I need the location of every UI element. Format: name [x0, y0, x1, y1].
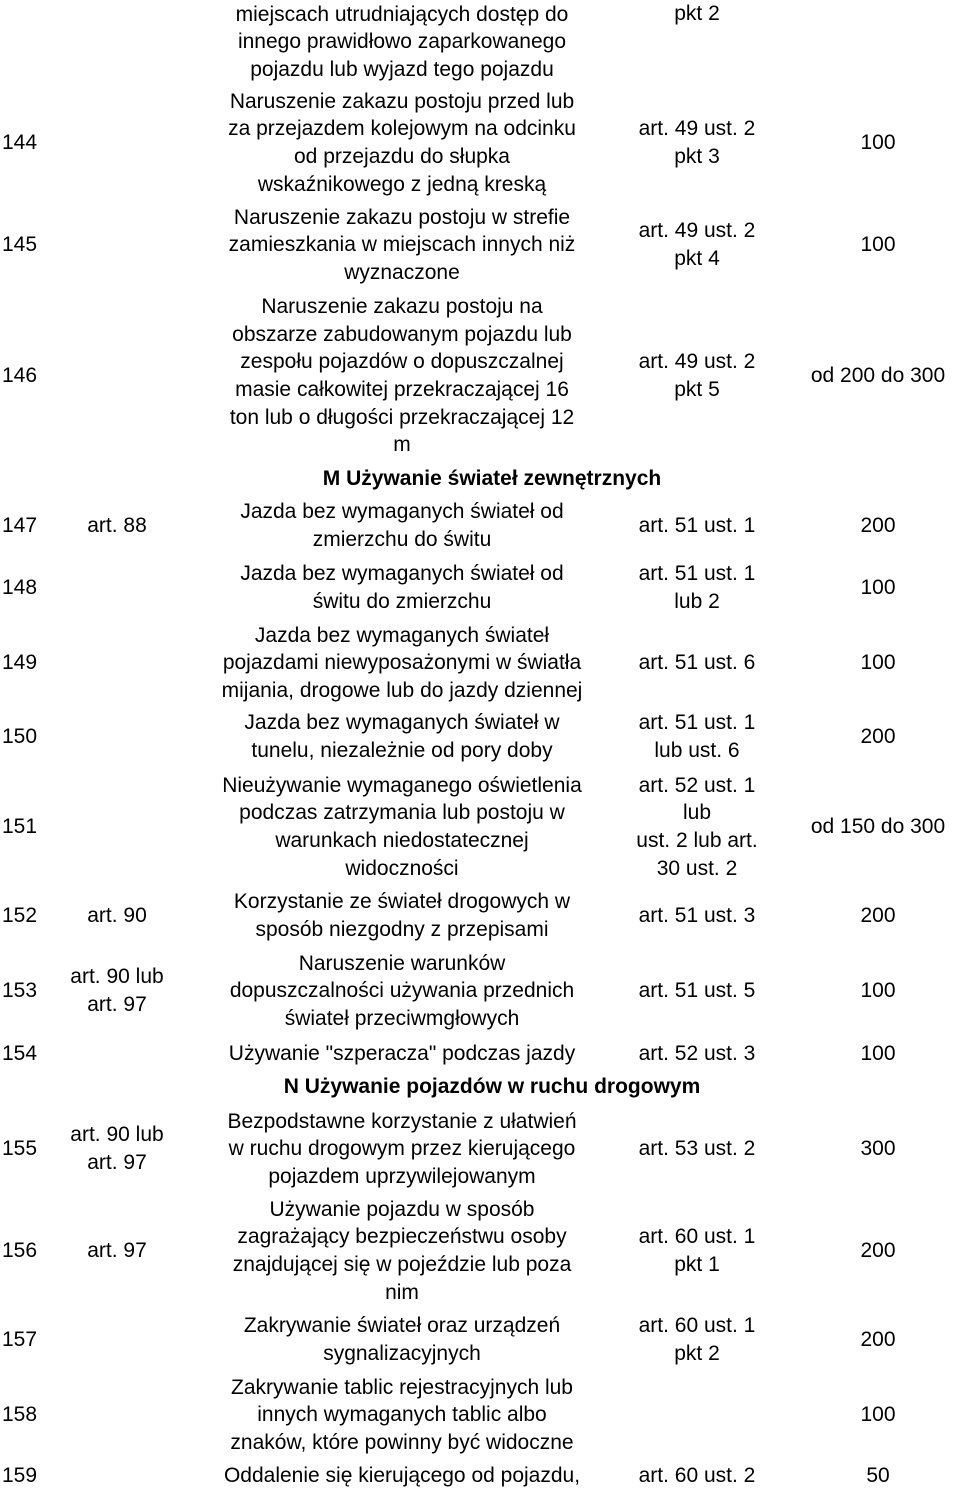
row-reference — [62, 771, 172, 883]
row-reference — [62, 87, 172, 199]
row-number: 159 — [2, 1464, 38, 1488]
table-row-fragment — [0, 0, 960, 84]
row-fine: 100 — [860, 979, 896, 1003]
row-description: Naruszenie zakazu postoju na obszarze zabudowanym pojazdu lub zespołu pojazdów o dopuszczalnej masie całkowitej przekraczającej 16 ton lub o długości przekraczającej 12 m — [229, 295, 575, 457]
table-row — [0, 1039, 960, 1069]
row-description: Bezpodstawne korzystanie z ułatwień w ruchu drogowym przez kierującego pojazdem uprzywilejowanym — [227, 1109, 577, 1188]
row-legal-basis: art. 49 ust. 2 pkt 5 — [638, 350, 756, 401]
table-row — [0, 560, 960, 616]
row-reference: art. 90 lub art. 97 — [70, 965, 164, 1016]
row-number: 154 — [2, 1042, 38, 1066]
row-fine: 50 — [866, 1464, 890, 1488]
row-reference: art. 90 lub art. 97 — [70, 1123, 164, 1174]
row-number: 157 — [2, 1328, 38, 1352]
row-legal-basis: art. 51 ust. 1 lub ust. 6 — [638, 711, 756, 762]
row-fine: 100 — [860, 131, 896, 155]
row-number: 153 — [2, 979, 38, 1003]
row-legal-basis: art. 52 ust. 3 — [638, 1042, 756, 1066]
row-legal-basis: art. 60 ust. 1 pkt 1 — [638, 1225, 756, 1276]
row-legal-basis: art. 51 ust. 1 — [638, 514, 756, 538]
row-fine: 100 — [860, 576, 896, 600]
row-description: Nieużywanie wymaganego oświetlenia podczas zatrzymania lub postoju w warunkach niedostatecznej widoczności — [222, 773, 582, 880]
row-fine: 200 — [860, 1328, 896, 1352]
table-row — [0, 87, 960, 199]
table-row — [0, 1107, 960, 1191]
row-fine: 200 — [860, 904, 896, 928]
row-legal-basis: art. 51 ust. 1 lub 2 — [638, 562, 756, 613]
section-heading-n: N Używanie pojazdów w ruchu drogowym — [283, 1075, 701, 1098]
row-reference — [62, 1461, 172, 1491]
table-row — [0, 621, 960, 705]
row-reference — [62, 1373, 172, 1457]
row-number: 147 — [2, 514, 38, 538]
row-reference: art. 90 — [87, 904, 147, 928]
row-legal-basis: art. 49 ust. 2 pkt 3 — [638, 117, 756, 168]
row-reference: art. 97 — [87, 1239, 147, 1263]
row-legal-basis — [612, 1373, 782, 1457]
row-description: Naruszenie zakazu postoju przed lub za przejazdem kolejowym na odcinku od przejazdu do słupka wskaźnikowego z jedną kreską — [228, 89, 576, 196]
row-legal-basis: art. 51 ust. 5 — [638, 979, 756, 1003]
row-description: miejscach utrudniających dostęp do innego prawidłowo zaparkowanego pojazdu lub wyjazd tego pojazdu — [235, 2, 569, 81]
row-fine: 300 — [860, 1137, 896, 1161]
row-fine: 200 — [860, 514, 896, 538]
row-number: 158 — [2, 1403, 38, 1427]
row-description: Jazda bez wymaganych świateł pojazdami niewyposażonymi w światła mijania, drogowe lub do jazdy dziennej — [221, 623, 583, 702]
table-row — [0, 1373, 960, 1457]
row-description: Korzystanie ze świateł drogowych w sposób niezgodny z przepisami — [233, 890, 571, 941]
row-fine: 100 — [860, 1403, 896, 1427]
row-number: 155 — [2, 1137, 38, 1161]
row-reference — [62, 292, 172, 460]
row-reference — [62, 1039, 172, 1069]
row-number: 152 — [2, 904, 38, 928]
table-row — [0, 498, 960, 554]
row-reference — [62, 560, 172, 616]
row-reference — [62, 1312, 172, 1368]
table-row — [0, 1461, 960, 1491]
table-row — [0, 771, 960, 883]
table-row — [0, 1312, 960, 1368]
row-legal-basis: art. 49 ust. 2 pkt 4 — [638, 219, 756, 270]
row-number: 151 — [2, 815, 38, 839]
table-row — [0, 709, 960, 765]
row-description: Naruszenie warunków dopuszczalności używania przednich świateł przeciwmgłowych — [229, 951, 575, 1030]
row-fine: 200 — [860, 725, 896, 749]
table-row — [0, 888, 960, 944]
row-legal-basis: art. 60 ust. 1 pkt 2 — [638, 1314, 756, 1365]
table-row — [0, 1195, 960, 1307]
row-reference — [62, 621, 172, 705]
row-description: Używanie "szperacza" podczas jazdy — [228, 1042, 576, 1066]
table-row — [0, 949, 960, 1033]
row-reference — [62, 203, 172, 287]
row-description: Oddalenie się kierującego od pojazdu, — [223, 1464, 581, 1488]
row-description: Jazda bez wymaganych świateł od zmierzchu do świtu — [240, 500, 564, 551]
row-fine: 100 — [860, 1042, 896, 1066]
section-heading-m: M Używanie świateł zewnętrznych — [322, 467, 662, 490]
table-row — [0, 203, 960, 287]
row-legal-basis: pkt 2 — [674, 2, 720, 25]
row-reference — [62, 709, 172, 765]
row-number: 144 — [2, 131, 38, 155]
table-row — [0, 292, 960, 460]
row-description: Jazda bez wymaganych świateł w tunelu, niezależnie od pory doby — [244, 711, 560, 762]
row-description: Jazda bez wymaganych świateł od świtu do zmierzchu — [240, 562, 564, 613]
row-legal-basis: art. 52 ust. 1 lub ust. 2 lub art. 30 ust. 2 — [636, 773, 758, 880]
row-fine: 200 — [860, 1239, 896, 1263]
row-fine: od 200 do 300 — [810, 364, 946, 388]
row-description: Zakrywanie tablic rejestracyjnych lub innych wymaganych tablic albo znaków, które powinny być widoczne — [230, 1375, 574, 1454]
row-fine: 100 — [860, 233, 896, 257]
row-description: Używanie pojazdu w sposób zagrażający bezpieczeństwu osoby znajdującej się w pojeździe lub poza nim — [232, 1197, 572, 1304]
row-fine: od 150 do 300 — [810, 815, 946, 839]
row-description: Naruszenie zakazu postoju w strefie zamieszkania w miejscach innych niż wyznaczone — [228, 205, 576, 284]
row-number: 148 — [2, 576, 38, 600]
row-number: 156 — [2, 1239, 38, 1263]
row-legal-basis: art. 60 ust. 2 — [638, 1464, 756, 1488]
row-number: 145 — [2, 233, 38, 257]
row-legal-basis: art. 51 ust. 3 — [638, 904, 756, 928]
row-reference: art. 88 — [87, 514, 147, 538]
row-legal-basis: art. 51 ust. 6 — [638, 651, 756, 675]
row-number: 146 — [2, 364, 38, 388]
row-fine: 100 — [860, 651, 896, 675]
row-number: 149 — [2, 651, 38, 675]
row-legal-basis: art. 53 ust. 2 — [638, 1137, 756, 1161]
row-number: 150 — [2, 725, 38, 749]
row-description: Zakrywanie świateł oraz urządzeń sygnalizacyjnych — [243, 1314, 561, 1365]
